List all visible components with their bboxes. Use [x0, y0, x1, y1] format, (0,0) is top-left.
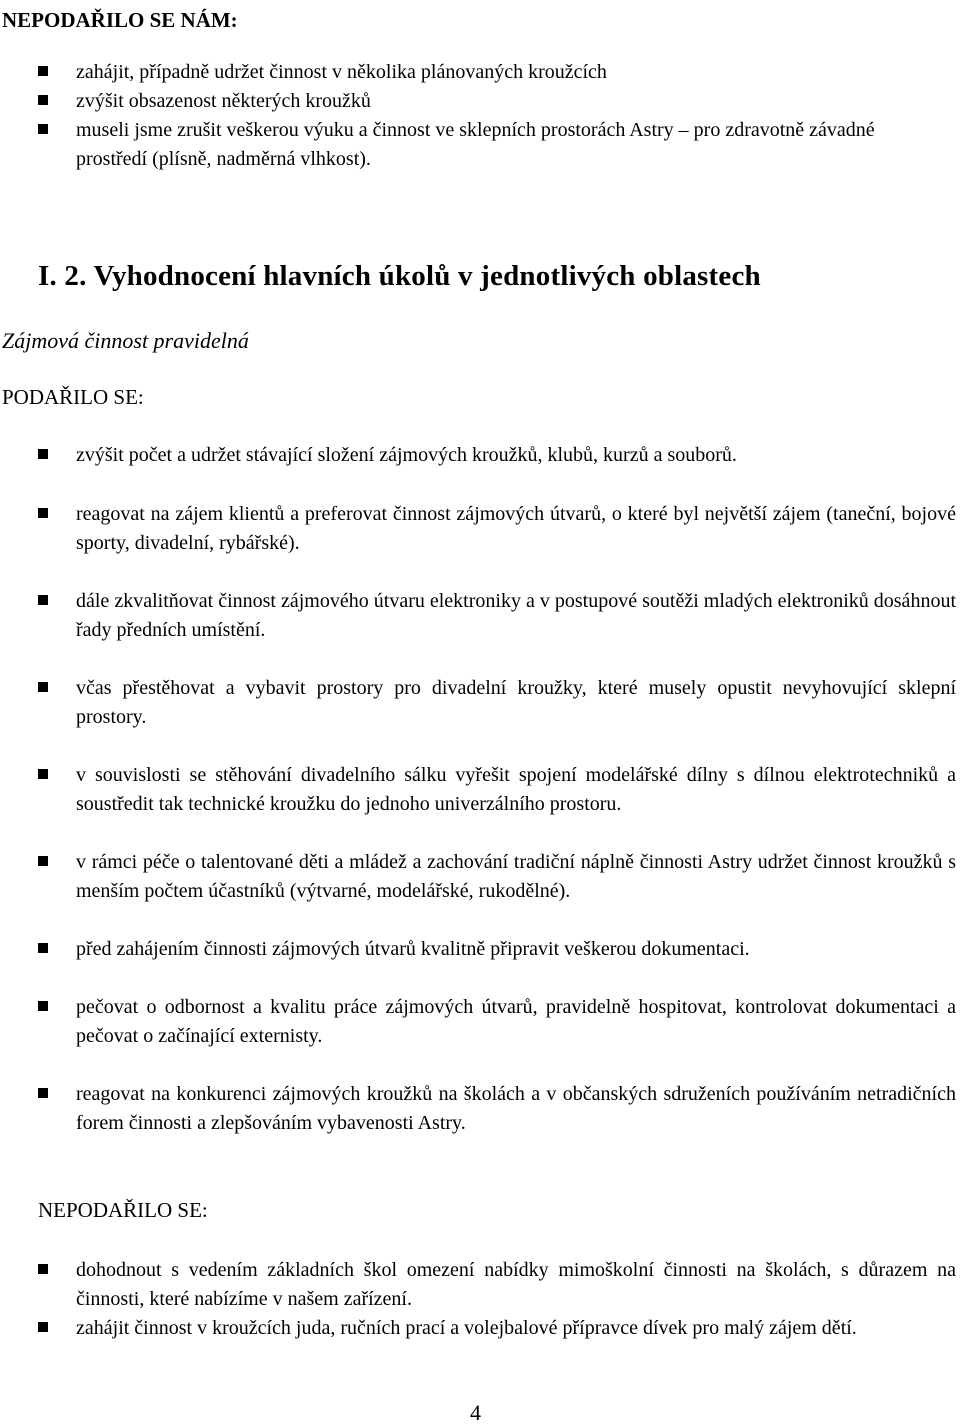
square-bullet-icon — [38, 1322, 48, 1332]
list-item: zvýšit obsazenost některých kroužků — [36, 87, 906, 116]
page-number: 4 — [470, 1400, 481, 1425]
square-bullet-icon — [38, 682, 48, 692]
square-bullet-icon — [38, 508, 48, 518]
square-bullet-icon — [38, 769, 48, 779]
list-item: museli jsme zrušit veškerou výuku a činnost ve sklepních prostorách Astry – pro zdravotně závadné prostředí (plísně, nadměrná vlhkost). — [36, 116, 906, 174]
square-bullet-icon — [38, 124, 48, 134]
square-bullet-icon — [38, 1264, 48, 1274]
list-item: zahájit, případně udržet činnost v několika plánovaných kroužcích — [36, 58, 906, 87]
square-bullet-icon — [38, 943, 48, 953]
not-achieved-us-list — [36, 58, 906, 174]
square-bullet-icon — [38, 66, 48, 76]
section-heading-achieved: PODAŘILO SE: — [2, 385, 144, 409]
square-bullet-icon — [38, 856, 48, 866]
square-bullet-icon — [38, 1001, 48, 1011]
square-bullet-icon — [38, 595, 48, 605]
section-heading-not-achieved: NEPODAŘILO SE: — [38, 1198, 208, 1222]
chapter-title: I. 2. Vyhodnocení hlavních úkolů v jednotlivých oblastech — [38, 260, 761, 292]
chapter-subtitle: Zájmová činnost pravidelná — [2, 328, 249, 353]
square-bullet-icon — [38, 449, 48, 459]
square-bullet-icon — [38, 1088, 48, 1098]
square-bullet-icon — [38, 95, 48, 105]
section-heading-not-achieved-us: NEPODAŘILO SE NÁM: — [2, 8, 238, 32]
